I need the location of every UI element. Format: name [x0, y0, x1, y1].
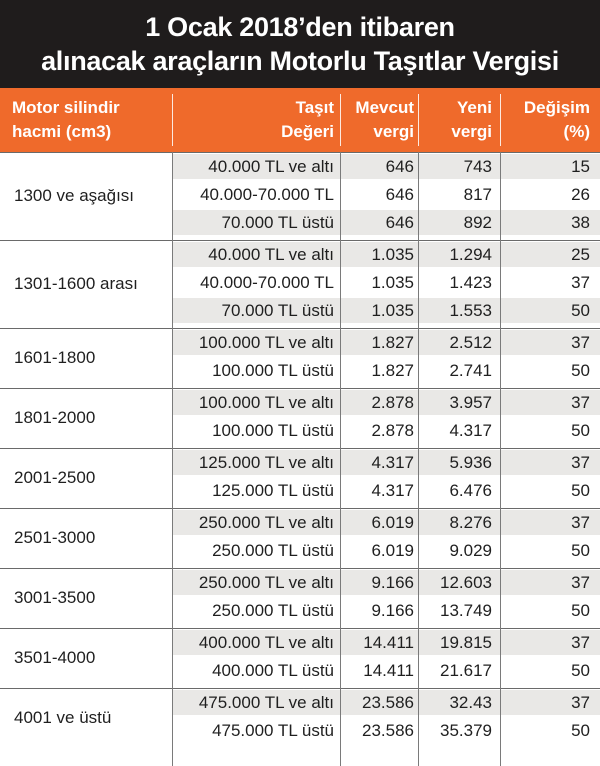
new-tax-cell: 2.512	[449, 333, 492, 352]
tax-group	[0, 328, 600, 388]
current-tax-cell: 646	[385, 185, 414, 204]
engine-volume-label: 1601-1800	[14, 348, 96, 367]
new-tax-cell: 12.603	[440, 573, 492, 592]
vehicle-value-cell: 40.000-70.000 TL	[200, 185, 334, 204]
table-row	[172, 658, 600, 683]
current-tax-cell: 14.411	[363, 633, 414, 652]
current-tax-cell: 646	[385, 213, 414, 232]
change-percent-cell: 50	[571, 421, 590, 440]
table-row	[172, 450, 600, 475]
vehicle-value-cell: 250.000 TL ve altı	[198, 573, 334, 592]
engine-volume-label: 1301-1600 arası	[14, 274, 138, 293]
engine-volume-label: 3001-3500	[14, 588, 96, 607]
vehicle-value-cell: 100.000 TL üstü	[212, 361, 334, 380]
header-vehicle-value: Taşıt Değeri	[281, 98, 334, 141]
new-tax-cell: 19.815	[440, 633, 492, 652]
change-percent-cell: 37	[571, 453, 590, 472]
header-current-tax: Mevcut vergi	[355, 98, 414, 141]
engine-volume-label: 2001-2500	[14, 468, 96, 487]
engine-volume-label: 1801-2000	[14, 408, 96, 427]
header-divider	[500, 94, 501, 146]
group-divider	[0, 568, 600, 569]
new-tax-cell: 743	[463, 157, 492, 176]
current-tax-cell: 646	[385, 157, 414, 176]
change-percent-cell: 15	[571, 157, 590, 176]
table-row	[172, 570, 600, 595]
table-row	[172, 358, 600, 383]
change-percent-cell: 37	[571, 513, 590, 532]
current-tax-cell: 1.035	[371, 245, 414, 264]
change-percent-cell: 50	[571, 301, 590, 320]
change-percent-cell: 50	[571, 661, 590, 680]
engine-volume-label: 4001 ve üstü	[14, 708, 112, 727]
change-percent-cell: 37	[571, 393, 590, 412]
change-percent-cell: 50	[571, 481, 590, 500]
current-tax-cell: 4.317	[371, 453, 414, 472]
vehicle-value-cell: 475.000 TL üstü	[212, 721, 334, 740]
table-row	[172, 242, 600, 267]
tax-group	[0, 152, 600, 240]
column-divider	[340, 152, 341, 766]
new-tax-cell: 9.029	[449, 541, 492, 560]
group-divider	[0, 688, 600, 689]
current-tax-cell: 6.019	[371, 513, 414, 532]
vehicle-value-cell: 40.000-70.000 TL	[200, 273, 334, 292]
change-percent-cell: 37	[571, 273, 590, 292]
table-row	[172, 510, 600, 535]
change-percent-cell: 26	[571, 185, 590, 204]
engine-volume-label: 1300 ve aşağısı	[14, 186, 135, 205]
current-tax-cell: 1.827	[371, 361, 414, 380]
tax-group	[0, 568, 600, 628]
current-tax-cell: 4.317	[371, 481, 414, 500]
vehicle-value-cell: 400.000 TL üstü	[212, 661, 334, 680]
table-row	[172, 718, 600, 743]
group-divider	[0, 448, 600, 449]
page-title	[0, 0, 600, 88]
vehicle-value-cell: 70.000 TL üstü	[221, 301, 334, 320]
table-body	[0, 152, 600, 766]
column-divider	[172, 152, 173, 766]
vehicle-value-cell: 40.000 TL ve altı	[208, 157, 334, 176]
current-tax-cell: 14.411	[363, 661, 414, 680]
title-line-2: alınacak araçların Motorlu Taşıtlar Vergisi	[41, 46, 559, 76]
new-tax-cell: 5.936	[449, 453, 492, 472]
table-row	[172, 210, 600, 235]
change-percent-cell: 50	[571, 721, 590, 740]
current-tax-cell: 9.166	[371, 573, 414, 592]
current-tax-cell: 1.035	[371, 301, 414, 320]
table-row	[172, 298, 600, 323]
change-percent-cell: 50	[571, 541, 590, 560]
vehicle-value-cell: 100.000 TL ve altı	[198, 333, 334, 352]
column-divider	[418, 152, 419, 766]
tax-group	[0, 388, 600, 448]
new-tax-cell: 892	[463, 213, 492, 232]
tax-group	[0, 240, 600, 328]
vehicle-value-cell: 250.000 TL ve altı	[198, 513, 334, 532]
current-tax-cell: 6.019	[371, 541, 414, 560]
table-row	[172, 478, 600, 503]
header-divider	[172, 94, 173, 146]
vehicle-value-cell: 475.000 TL ve altı	[198, 693, 334, 712]
new-tax-cell: 6.476	[449, 481, 492, 500]
vehicle-value-cell: 250.000 TL üstü	[212, 601, 334, 620]
group-divider	[0, 508, 600, 509]
new-tax-cell: 1.294	[449, 245, 492, 264]
group-divider	[0, 328, 600, 329]
vehicle-value-cell: 250.000 TL üstü	[212, 541, 334, 560]
current-tax-cell: 1.827	[371, 333, 414, 352]
new-tax-cell: 4.317	[449, 421, 492, 440]
new-tax-cell: 8.276	[449, 513, 492, 532]
table-row	[172, 390, 600, 415]
current-tax-cell: 23.586	[362, 693, 414, 712]
change-percent-cell: 37	[571, 333, 590, 352]
current-tax-cell: 2.878	[371, 393, 414, 412]
change-percent-cell: 50	[571, 361, 590, 380]
current-tax-cell: 23.586	[362, 721, 414, 740]
new-tax-cell: 2.741	[449, 361, 492, 380]
header-divider	[340, 94, 341, 146]
change-percent-cell: 25	[571, 245, 590, 264]
table-row	[172, 182, 600, 207]
new-tax-cell: 35.379	[440, 721, 492, 740]
tax-group	[0, 688, 600, 748]
current-tax-cell: 1.035	[371, 273, 414, 292]
new-tax-cell: 21.617	[440, 661, 492, 680]
engine-volume-label: 2501-3000	[14, 528, 96, 547]
change-percent-cell: 38	[571, 213, 590, 232]
table-row	[172, 154, 600, 179]
tax-group	[0, 448, 600, 508]
tax-group	[0, 628, 600, 688]
current-tax-cell: 2.878	[371, 421, 414, 440]
table-row	[172, 690, 600, 715]
vehicle-value-cell: 100.000 TL ve altı	[198, 393, 334, 412]
group-divider	[0, 628, 600, 629]
new-tax-cell: 13.749	[440, 601, 492, 620]
current-tax-cell: 9.166	[371, 601, 414, 620]
new-tax-cell: 3.957	[449, 393, 492, 412]
table-row	[172, 630, 600, 655]
vehicle-value-cell: 125.000 TL ve altı	[198, 453, 334, 472]
vehicle-value-cell: 40.000 TL ve altı	[208, 245, 334, 264]
table-row	[172, 538, 600, 563]
header-new-tax: Yeni vergi	[451, 98, 492, 141]
vehicle-value-cell: 100.000 TL üstü	[212, 421, 334, 440]
title-line-1: 1 Ocak 2018’den itibaren	[145, 12, 455, 42]
change-percent-cell: 37	[571, 693, 590, 712]
change-percent-cell: 37	[571, 633, 590, 652]
header-motor-volume: Motor silindir hacmi (cm3)	[12, 98, 120, 141]
tax-group	[0, 508, 600, 568]
column-divider	[500, 152, 501, 766]
group-divider	[0, 152, 600, 153]
header-divider	[418, 94, 419, 146]
new-tax-cell: 1.423	[449, 273, 492, 292]
header-change-percent: Değişim (%)	[523, 98, 590, 141]
table-row	[172, 418, 600, 443]
table-row	[172, 270, 600, 295]
new-tax-cell: 32.43	[449, 693, 492, 712]
group-divider	[0, 388, 600, 389]
table-row	[172, 598, 600, 623]
table-row	[172, 330, 600, 355]
change-percent-cell: 50	[571, 601, 590, 620]
engine-volume-label: 3501-4000	[14, 648, 96, 667]
table-header	[0, 88, 600, 152]
change-percent-cell: 37	[571, 573, 590, 592]
vehicle-value-cell: 70.000 TL üstü	[221, 213, 334, 232]
new-tax-cell: 817	[463, 185, 492, 204]
vehicle-value-cell: 400.000 TL ve altı	[198, 633, 334, 652]
new-tax-cell: 1.553	[449, 301, 492, 320]
vehicle-value-cell: 125.000 TL üstü	[212, 481, 334, 500]
group-divider	[0, 240, 600, 241]
